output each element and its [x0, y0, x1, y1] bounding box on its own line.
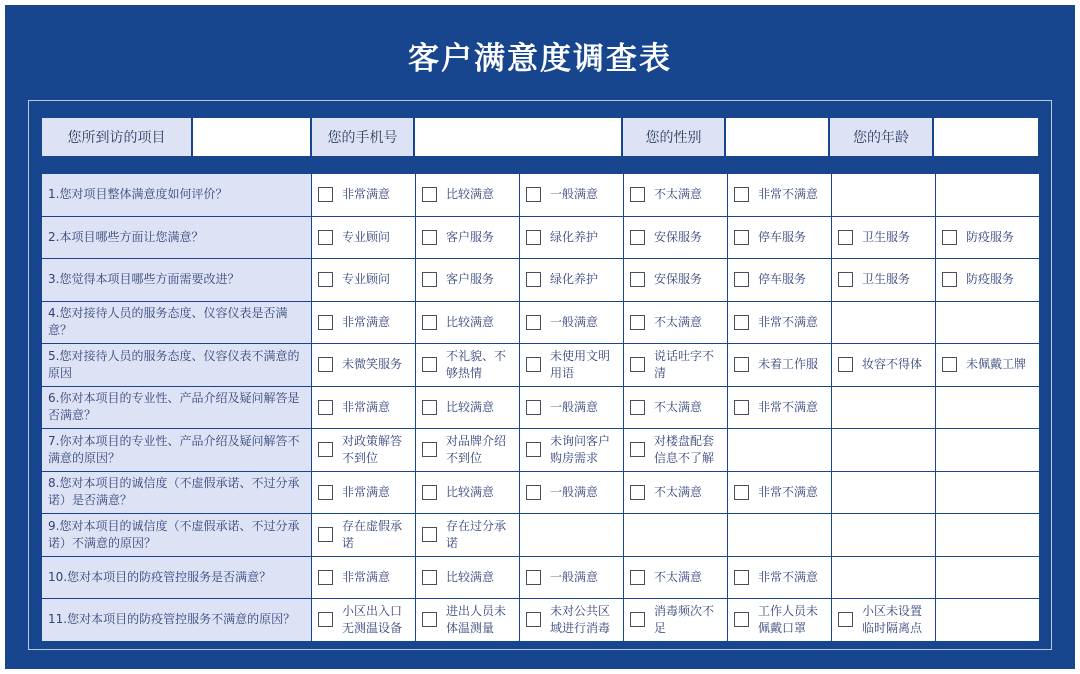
option-cell[interactable]	[624, 174, 728, 217]
phone-input[interactable]	[414, 117, 622, 157]
option-cell[interactable]	[416, 556, 520, 599]
option-cell[interactable]	[312, 386, 416, 429]
option-label: 非常不满意	[758, 484, 819, 499]
option-label: 非常满意	[342, 187, 391, 202]
checkbox[interactable]	[318, 442, 333, 457]
question-text: 6.你对本项目的专业性、产品介绍及疑问解答是否满意？	[42, 386, 312, 429]
question-row	[42, 599, 1040, 642]
question-row	[42, 344, 1040, 387]
checkbox[interactable]	[526, 230, 541, 245]
option-label: 未着工作服	[758, 357, 819, 372]
checkbox[interactable]	[734, 315, 749, 330]
checkbox[interactable]	[318, 527, 333, 542]
option-cell[interactable]	[312, 216, 416, 259]
option-label: 非常满意	[342, 314, 391, 329]
checkbox[interactable]	[526, 570, 541, 585]
option-cell[interactable]	[936, 344, 1040, 387]
question-text: 10.您对本项目的防疫管控服务是否满意？	[42, 556, 312, 599]
option-label: 专业顾问	[342, 272, 391, 287]
option-cell[interactable]	[416, 471, 520, 514]
option-cell[interactable]	[832, 599, 936, 642]
option-cell[interactable]	[520, 259, 624, 302]
option-label: 非常不满意	[758, 569, 819, 584]
option-label: 比较满意	[446, 569, 495, 584]
option-label: 比较满意	[446, 399, 495, 414]
option-label: 比较满意	[446, 314, 495, 329]
option-cell[interactable]	[520, 599, 624, 642]
option-cell[interactable]	[728, 556, 832, 599]
option-cell[interactable]	[520, 344, 624, 387]
checkbox[interactable]	[422, 272, 437, 287]
option-cell[interactable]	[832, 344, 936, 387]
option-label: 绿化养护	[550, 229, 599, 244]
option-label: 存在虚假承诺	[342, 518, 403, 550]
option-cell[interactable]	[520, 471, 624, 514]
option-label: 非常满意	[342, 484, 391, 499]
checkbox[interactable]	[734, 612, 749, 627]
question-text: 9.您对本项目的诚信度（不虚假承诺、不过分承诺）不满意的原因？	[42, 514, 312, 557]
checkbox[interactable]	[630, 230, 645, 245]
option-label: 客户服务	[446, 272, 495, 287]
option-label: 未询问客户购房需求	[550, 433, 611, 465]
option-cell[interactable]	[416, 216, 520, 259]
gender-label: 您的性别	[622, 117, 725, 157]
option-label: 未对公共区域进行消毒	[550, 603, 611, 635]
option-cell[interactable]	[624, 259, 728, 302]
option-label: 不太满意	[654, 187, 703, 202]
option-cell[interactable]	[936, 216, 1040, 259]
checkbox[interactable]	[734, 485, 749, 500]
empty-cell	[728, 429, 832, 472]
option-label: 未微笑服务	[342, 357, 403, 372]
checkbox[interactable]	[630, 187, 645, 202]
checkbox[interactable]	[734, 570, 749, 585]
checkbox[interactable]	[422, 570, 437, 585]
checkbox[interactable]	[734, 230, 749, 245]
option-label: 不太满意	[654, 314, 703, 329]
option-cell[interactable]	[728, 471, 832, 514]
option-cell[interactable]	[416, 599, 520, 642]
option-cell[interactable]	[624, 429, 728, 472]
checkbox[interactable]	[318, 272, 333, 287]
option-cell[interactable]	[416, 344, 520, 387]
option-cell[interactable]	[728, 259, 832, 302]
checkbox[interactable]	[318, 230, 333, 245]
checkbox[interactable]	[318, 570, 333, 585]
option-cell[interactable]	[312, 259, 416, 302]
phone-label: 您的手机号	[311, 117, 414, 157]
question-text: 3.您觉得本项目哪些方面需要改进？	[42, 259, 312, 302]
option-cell[interactable]	[416, 174, 520, 217]
option-label: 非常满意	[342, 399, 391, 414]
option-label: 一般满意	[550, 399, 599, 414]
project-label: 您所到访的项目	[41, 117, 192, 157]
checkbox[interactable]	[838, 612, 853, 627]
option-cell[interactable]	[728, 174, 832, 217]
checkbox[interactable]	[526, 485, 541, 500]
question-row	[42, 556, 1040, 599]
gender-input[interactable]	[725, 117, 829, 157]
checkbox[interactable]	[318, 187, 333, 202]
checkbox[interactable]	[630, 570, 645, 585]
checkbox[interactable]	[630, 357, 645, 372]
option-label: 比较满意	[446, 187, 495, 202]
empty-cell	[936, 301, 1040, 344]
option-label: 进出人员未体温测量	[446, 603, 507, 635]
question-row	[42, 429, 1040, 472]
option-label: 小区未设置临时隔离点	[862, 603, 923, 635]
option-cell[interactable]	[416, 386, 520, 429]
checkbox[interactable]	[526, 442, 541, 457]
project-input[interactable]	[192, 117, 311, 157]
checkbox[interactable]	[526, 315, 541, 330]
option-label: 一般满意	[550, 314, 599, 329]
empty-cell	[936, 514, 1040, 557]
option-label: 卫生服务	[862, 229, 911, 244]
page-title: 客户满意度调查表	[408, 41, 672, 77]
checkbox[interactable]	[318, 400, 333, 415]
option-label: 不礼貌、不够热情	[446, 348, 507, 380]
option-label: 对楼盘配套信息不了解	[654, 433, 715, 465]
option-cell[interactable]	[312, 301, 416, 344]
option-cell[interactable]	[520, 386, 624, 429]
survey-table	[41, 173, 1040, 642]
option-label: 绿化养护	[550, 272, 599, 287]
option-cell[interactable]	[728, 386, 832, 429]
checkbox[interactable]	[318, 315, 333, 330]
option-label: 专业顾问	[342, 229, 391, 244]
option-label: 说话吐字不清	[654, 348, 715, 380]
question-row	[42, 174, 1040, 217]
option-cell[interactable]	[416, 429, 520, 472]
checkbox[interactable]	[942, 272, 957, 287]
option-label: 安保服务	[654, 272, 703, 287]
checkbox[interactable]	[942, 230, 957, 245]
option-label: 小区出入口无测温设备	[342, 603, 403, 635]
question-row	[42, 301, 1040, 344]
checkbox[interactable]	[318, 485, 333, 500]
empty-cell	[624, 514, 728, 557]
option-label: 客户服务	[446, 229, 495, 244]
question-row	[42, 216, 1040, 259]
option-cell[interactable]	[416, 301, 520, 344]
question-row	[42, 259, 1040, 302]
option-cell[interactable]	[312, 344, 416, 387]
checkbox[interactable]	[422, 527, 437, 542]
option-cell[interactable]	[728, 301, 832, 344]
checkbox[interactable]	[422, 315, 437, 330]
empty-cell	[936, 174, 1040, 217]
option-cell[interactable]	[520, 216, 624, 259]
option-cell[interactable]	[520, 556, 624, 599]
option-cell[interactable]	[624, 471, 728, 514]
question-row	[42, 471, 1040, 514]
option-label: 存在过分承诺	[446, 518, 507, 550]
checkbox[interactable]	[734, 357, 749, 372]
age-input[interactable]	[933, 117, 1039, 157]
option-label: 比较满意	[446, 484, 495, 499]
option-cell[interactable]	[624, 301, 728, 344]
option-cell[interactable]	[728, 599, 832, 642]
option-cell[interactable]	[624, 216, 728, 259]
checkbox[interactable]	[630, 400, 645, 415]
option-cell[interactable]	[312, 599, 416, 642]
empty-cell	[832, 556, 936, 599]
empty-cell	[832, 514, 936, 557]
checkbox[interactable]	[526, 400, 541, 415]
option-cell[interactable]	[416, 514, 520, 557]
checkbox[interactable]	[318, 357, 333, 372]
option-label: 消毒频次不足	[654, 603, 715, 635]
question-row	[42, 514, 1040, 557]
empty-cell	[936, 556, 1040, 599]
empty-cell	[936, 471, 1040, 514]
option-cell[interactable]	[416, 259, 520, 302]
option-cell[interactable]	[624, 386, 728, 429]
empty-cell	[832, 429, 936, 472]
survey-frame	[5, 5, 1075, 669]
empty-cell	[728, 514, 832, 557]
option-label: 非常满意	[342, 569, 391, 584]
checkbox[interactable]	[630, 442, 645, 457]
checkbox[interactable]	[942, 357, 957, 372]
checkbox[interactable]	[422, 442, 437, 457]
age-label: 您的年龄	[829, 117, 933, 157]
checkbox[interactable]	[422, 612, 437, 627]
option-cell[interactable]	[312, 514, 416, 557]
option-label: 不太满意	[654, 569, 703, 584]
checkbox[interactable]	[526, 357, 541, 372]
question-text: 2.本项目哪些方面让您满意？	[42, 216, 312, 259]
option-cell[interactable]	[520, 301, 624, 344]
checkbox[interactable]	[630, 485, 645, 500]
option-cell[interactable]	[832, 259, 936, 302]
option-label: 防疫服务	[966, 229, 1015, 244]
checkbox[interactable]	[838, 230, 853, 245]
empty-cell	[936, 599, 1040, 642]
option-cell[interactable]	[728, 216, 832, 259]
question-text: 5.您对接待人员的服务态度、仪容仪表不满意的原因	[42, 344, 312, 387]
question-text: 11.您对本项目的防疫管控服务不满意的原因？	[42, 599, 312, 642]
option-label: 非常不满意	[758, 399, 819, 414]
checkbox[interactable]	[422, 357, 437, 372]
question-row	[42, 386, 1040, 429]
empty-cell	[936, 429, 1040, 472]
checkbox[interactable]	[734, 187, 749, 202]
empty-cell	[832, 301, 936, 344]
option-label: 妆容不得体	[862, 357, 923, 372]
checkbox[interactable]	[318, 612, 333, 627]
checkbox[interactable]	[838, 357, 853, 372]
checkbox[interactable]	[422, 230, 437, 245]
option-cell[interactable]	[312, 429, 416, 472]
checkbox[interactable]	[838, 272, 853, 287]
empty-cell	[832, 386, 936, 429]
option-cell[interactable]	[728, 344, 832, 387]
option-label: 卫生服务	[862, 272, 911, 287]
option-cell[interactable]	[312, 556, 416, 599]
empty-cell	[832, 471, 936, 514]
checkbox[interactable]	[526, 612, 541, 627]
option-label: 未使用文明用语	[550, 348, 611, 380]
option-label: 对政策解答不到位	[342, 433, 403, 465]
option-label: 停车服务	[758, 229, 807, 244]
question-text: 7.你对本项目的专业性、产品介绍及疑问解答不满意的原因？	[42, 429, 312, 472]
question-text: 4.您对接待人员的服务态度、仪容仪表是否满意？	[42, 301, 312, 344]
option-label: 一般满意	[550, 484, 599, 499]
checkbox[interactable]	[630, 315, 645, 330]
checkbox[interactable]	[422, 485, 437, 500]
option-cell[interactable]	[520, 429, 624, 472]
checkbox[interactable]	[734, 272, 749, 287]
option-label: 停车服务	[758, 272, 807, 287]
checkbox[interactable]	[422, 187, 437, 202]
option-label: 防疫服务	[966, 272, 1015, 287]
checkbox[interactable]	[630, 272, 645, 287]
checkbox[interactable]	[526, 272, 541, 287]
checkbox[interactable]	[422, 400, 437, 415]
option-cell[interactable]	[936, 259, 1040, 302]
checkbox[interactable]	[734, 400, 749, 415]
option-cell[interactable]	[312, 174, 416, 217]
option-label: 一般满意	[550, 187, 599, 202]
option-label: 对品牌介绍不到位	[446, 433, 507, 465]
question-text: 1.您对项目整体满意度如何评价？	[42, 174, 312, 217]
question-text: 8.您对本项目的诚信度（不虚假承诺、不过分承诺）是否满意？	[42, 471, 312, 514]
option-cell[interactable]	[624, 599, 728, 642]
option-label: 一般满意	[550, 569, 599, 584]
option-label: 未佩戴工牌	[966, 357, 1027, 372]
option-cell[interactable]	[624, 556, 728, 599]
option-label: 不太满意	[654, 399, 703, 414]
empty-cell	[936, 386, 1040, 429]
option-label: 非常不满意	[758, 187, 819, 202]
option-cell[interactable]	[520, 174, 624, 217]
empty-cell	[832, 174, 936, 217]
option-label: 非常不满意	[758, 314, 819, 329]
option-label: 不太满意	[654, 484, 703, 499]
option-cell[interactable]	[312, 471, 416, 514]
checkbox[interactable]	[526, 187, 541, 202]
checkbox[interactable]	[630, 612, 645, 627]
option-label: 工作人员未佩戴口罩	[758, 603, 819, 635]
respondent-info-table	[41, 117, 1039, 157]
option-label: 安保服务	[654, 229, 703, 244]
empty-cell	[520, 514, 624, 557]
option-cell[interactable]	[624, 344, 728, 387]
option-cell[interactable]	[832, 216, 936, 259]
